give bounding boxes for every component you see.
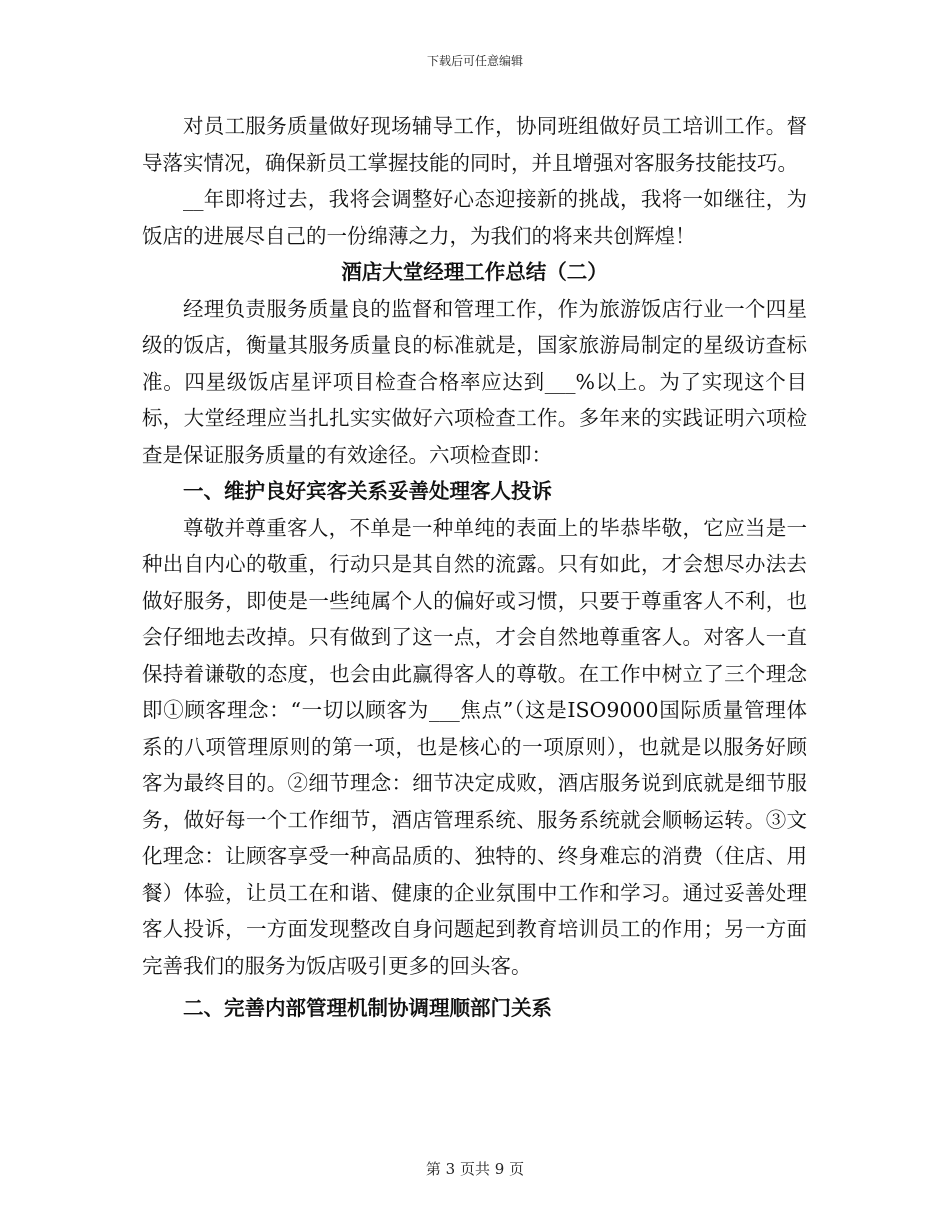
document-title: 酒店大堂经理工作总结（二） bbox=[341, 260, 608, 284]
section-heading-2: 二、完善内部管理机制协调理顺部门关系 bbox=[183, 996, 552, 1020]
page-header-note: 下载后可任意编辑 bbox=[426, 54, 523, 68]
section-heading-1: 一、维护良好宾客关系妥善处理客人投诉 bbox=[183, 479, 552, 503]
paragraph-2: __年即将过去，我将会调整好心态迎接新的挑战，我将一如继往，为饭店的进展尽自己的一份绵薄之力，为我们的将来共创辉煌！ bbox=[142, 187, 807, 248]
paragraph-3: 经理负责服务质量良的监督和管理工作，作为旅游饭店行业一个四星级的饭店，衡量其服务质量良的标准就是，国家旅游局制定的星级访查标准。四星级饭店星评项目检查合格率应达到___%以上。为了实现这个目标，大堂经理应当扎扎实实做好六项检查工作。多年来的实践证明六项检查是保证服务质量的有效途径。六项检查即： bbox=[142, 296, 807, 467]
page-number: 第 3 页共 9 页 bbox=[425, 1160, 525, 1178]
paragraph-1: 对员工服务质量做好现场辅导工作，协同班组做好员工培训工作。督导落实情况，确保新员工掌握技能的同时，并且增强对客服务技能技巧。 bbox=[142, 114, 807, 175]
paragraph-4: 尊敬并尊重客人，不单是一种单纯的表面上的毕恭毕敬，它应当是一种出自内心的敬重，行动只是其自然的流露。只有如此，才会想尽办法去做好服务，即使是一些纯属个人的偏好或习惯，只要于尊重客人不利，也会仔细地去改掉。只有做到了这一点，才会自然地尊重客人。对客人一直保持着谦敬的态度，也会由此赢得客人的尊敬。在工作中树立了三个理念即①顾客理念：“一切以顾客为___焦点”（这是ISO9000国际质量管理体系的八项管理原则的第一项，也是核心的一项原则），也就是以服务好顾客为最终目的。②细节理念：细节决定成败，酒店服务说到底就是细节服务，做好每一个工作细节，酒店管理系统、服务系统就会顺畅运转。③文化理念：让顾客享受一种高品质的、独特的、终身难忘的消费（住店、用餐）体验，让员工在和谐、健康的企业氛围中工作和学习。通过妥善处理客人投诉，一方面发现整改自身问题起到教育培训员工的作用；另一方面完善我们的服务为饭店吸引更多的回头客。 bbox=[142, 515, 807, 978]
document-body bbox=[142, 108, 807, 1027]
